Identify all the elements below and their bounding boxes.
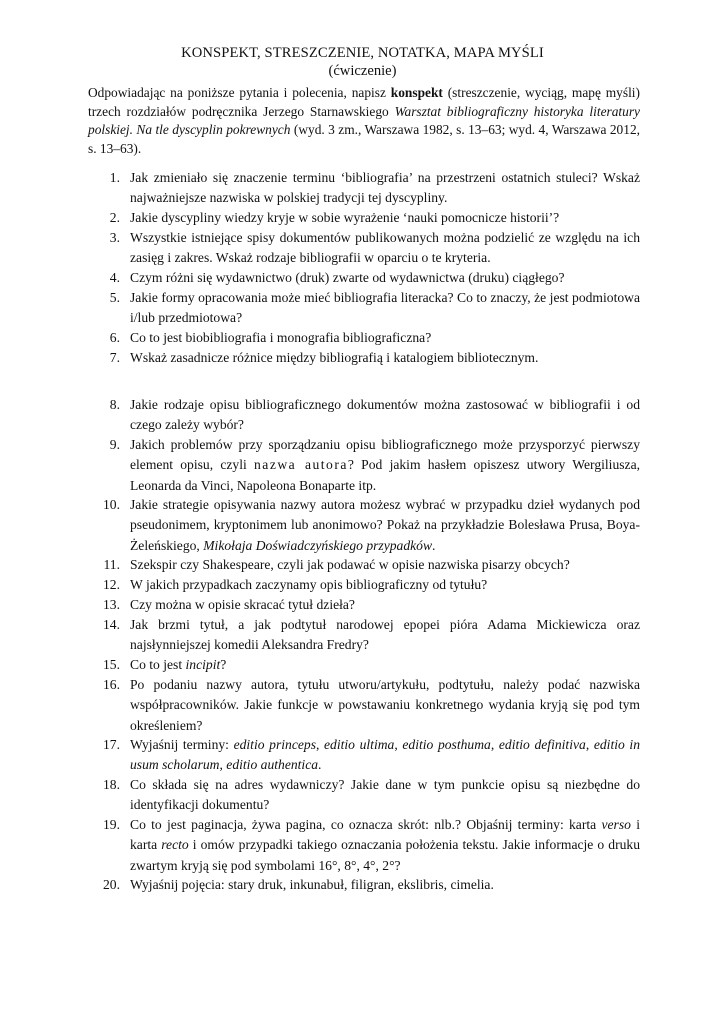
page-subtitle: (ćwiczenie) [328, 63, 397, 79]
question-number: 17. [103, 737, 120, 752]
question-text: Wskaż zasadnicze różnice między bibliografią i katalogiem bibliotecznym. [130, 350, 539, 365]
question-text-part: , [315, 737, 325, 752]
intro-bold-term: konspekt [390, 85, 443, 100]
question-italic-term: editio in usum scholarum [130, 737, 641, 773]
question-text: Wyjaśnij pojęcia: stary druk, inkunabuł, filigran, ekslibris, cimelia. [130, 877, 494, 892]
question-text-part: ? [220, 657, 227, 672]
question-text-part: . [318, 757, 322, 773]
question-text-part: , [490, 737, 499, 752]
question-number: 14. [103, 617, 120, 632]
question-text: Szekspir czy Shakespeare, czyli jak podawać w opisie nazwiska pisarzy obcych? [130, 557, 570, 572]
question-number: 1. [109, 170, 120, 185]
question-text [130, 735, 640, 776]
question-text: Co składa się na adres wydawniczy? Jakie dane w tym punkcie opisu są niezbędne do identyfikacji dokumentu? [130, 777, 640, 813]
question-text-part: , [585, 737, 594, 752]
question-text-part: Jakich problemów przy sporządzaniu opisu bibliograficznego może przysporzyć pierwszy element opisu, czyli [130, 437, 640, 473]
question-text [130, 435, 640, 496]
question-italic-title: Mikołaja Doświadczyńskiego przypadków [203, 537, 433, 553]
question-number: 10. [103, 497, 120, 512]
question-number: 5. [109, 290, 120, 305]
question-text: Jakie rodzaje opisu bibliograficznego dokumentów można zastosować w bibliografii i od czego zależy wybór? [130, 397, 640, 433]
question-number: 8. [109, 397, 120, 412]
question-italic-term: editio posthuma [402, 737, 491, 752]
question-italic-term: editio authentica [226, 757, 319, 773]
question-text: Czy można w opisie skracać tytuł dzieła? [130, 597, 355, 612]
question-text-part: Co to jest [130, 657, 186, 672]
question-text-part: . [432, 537, 436, 553]
question-number: 7. [109, 350, 120, 365]
question-number: 3. [109, 230, 120, 245]
intro-paragraph [88, 84, 640, 158]
question-text: Czym różni się wydawnictwo (druk) zwarte od wydawnictwa (druku) ciągłego? [130, 270, 565, 285]
question-number: 19. [103, 817, 120, 832]
page-title: KONSPEKT, STRESZCZENIE, NOTATKA, MAPA MYŚLI [181, 45, 544, 61]
question-italic-term: incipit [185, 657, 221, 672]
question-text-part: Co to jest paginacja, żywa pagina, co oznacza skrót: nlb.? Objaśnij terminy: karta [130, 817, 602, 832]
question-number: 4. [109, 270, 120, 285]
question-number: 20. [103, 877, 120, 892]
question-text [130, 655, 640, 675]
question-text-part: , [394, 737, 403, 752]
question-text: Jak zmieniało się znaczenie terminu ‘bibliografia’ na przestrzeni ostatnich stuleci? Wskaż najważniejsze nazwiska w polskiej tradycji tej dyscypliny. [130, 170, 640, 206]
question-text: Jakie formy opracowania może mieć bibliografia literacka? Co to znaczy, że jest podmiotowa i/lub przedmiotowa? [130, 290, 640, 326]
question-italic-term: editio definitiva [498, 737, 586, 752]
question-number: 18. [103, 777, 120, 792]
question-text: Co to jest biobibliografia i monografia bibliograficzna? [130, 330, 432, 345]
question-number: 12. [103, 577, 120, 592]
question-number: 6. [109, 330, 120, 345]
question-text-part: i karta [130, 817, 641, 853]
intro-text: (streszczenie, wyciąg, mapę myśli) trzech rozdziałów podręcznika Jerzego Starnawskiego [88, 85, 640, 119]
question-text: W jakich przypadkach zaczynamy opis bibliograficzny od tytułu? [130, 577, 488, 592]
question-number: 15. [103, 657, 120, 672]
question-number: 11. [103, 557, 120, 572]
question-text-part: Wyjaśnij terminy: [130, 737, 234, 752]
question-text: Po podaniu nazwy autora, tytułu utworu/artykułu, podtytułu, należy podać nazwiska współpracowników. Jakie funkcje w powstawaniu konkretnego wydania kryją się pod tym określeniem? [130, 677, 640, 733]
question-number: 13. [103, 597, 120, 612]
question-number: 9. [109, 437, 120, 452]
intro-text: Odpowiadając na poniższe pytania i polecenia, napisz [88, 85, 391, 100]
question-italic-term: editio ultima [324, 737, 395, 752]
question-text [130, 495, 640, 556]
question-text: Wszystkie istniejące spisy dokumentów publikowanych można podzielić ze względu na ich zasięg i zakres. Wskaż rodzaje bibliografii w oparciu o te kryteria. [130, 230, 640, 266]
question-italic-term: editio princeps [233, 737, 316, 752]
question-text: Jak brzmi tytuł, a jak podtytuł narodowej epopei pióra Adama Mickiewicza oraz najsłynniejszej komedii Aleksandra Fredry? [130, 617, 640, 653]
question-text-part: i omów przypadki takiego oznaczania położenia tekstu. Jakie informacje o druku zwartym kryją się pod symbolami 16°, 8°, 4°, 2°? [130, 837, 640, 873]
question-number: 2. [109, 210, 120, 225]
question-text [130, 815, 640, 876]
question-text-part: Jakie strategie opisywania nazwy autora możesz wybrać w przypadku dzieł wydanych pod pseudonimem, kryptonimem lub anonimowo? Pokaż na przykładzie Bolesława Prusa, Boya-Żeleńskiego, [130, 497, 640, 553]
intro-book-title: Warsztat bibliograficzny historyka literatury polskiej. Na tle dyscyplin pokrewnych [88, 103, 640, 137]
question-text-part: , [219, 757, 227, 773]
question-italic-term: verso [601, 817, 631, 832]
question-italic-term: recto [161, 837, 189, 853]
question-number: 16. [103, 677, 120, 692]
intro-text: (wyd. 3 zm., Warszawa 1982, s. 13–63; wyd. 4, Warszawa 2012, s. 13–63). [88, 122, 640, 156]
question-text-part: ? Pod jakim hasłem opiszesz utwory Wergiliusza, Leonarda da Vinci, Napoleona Bonaparte itp. [130, 457, 641, 493]
question-text: Jakie dyscypliny wiedzy kryje w sobie wyrażenie ‘nauki pomocnicze historii’? [130, 210, 560, 225]
question-spaced-term: nazwa autora [254, 457, 348, 473]
